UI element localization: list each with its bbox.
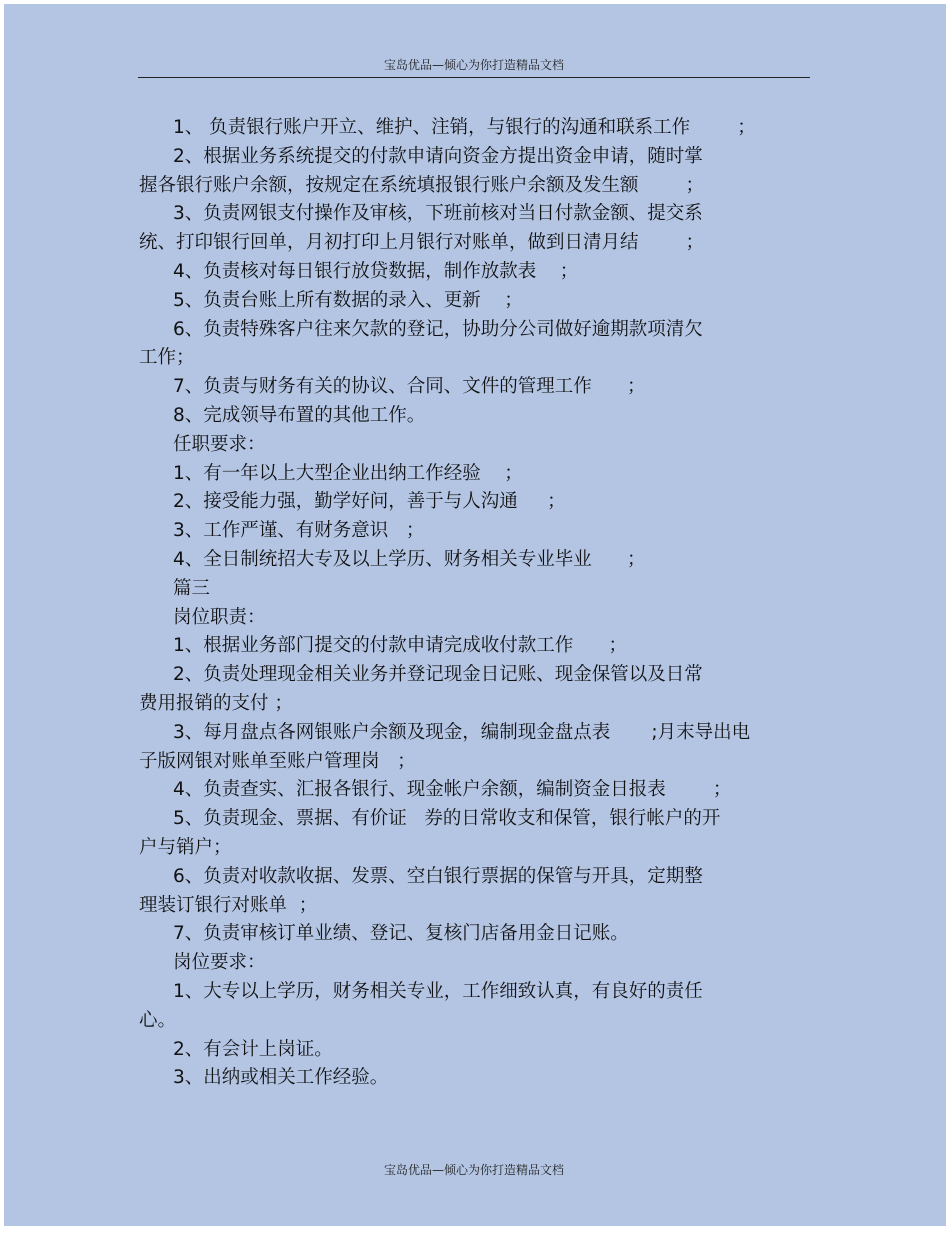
text-line: 7、负责与财务有关的协议、合同、文件的管理工作 ；	[173, 376, 646, 398]
text-line: 理装订银行对账单 ；	[139, 894, 318, 916]
text-line: 岗位职责：	[173, 606, 266, 628]
text-line: 6、负责对收款收据、发票、空白银行票据的保管与开具，定期整	[173, 865, 703, 887]
text-line: 1、根据业务部门提交的付款申请完成收付款工作 ；	[173, 635, 628, 657]
text-line: 1、有一年以上大型企业出纳工作经验 ；	[173, 462, 523, 484]
text-line: 1、 负责银行账户开立、维护、注销，与银行的沟通和联系工作 ；	[173, 117, 756, 138]
text-line: 篇三	[173, 577, 211, 599]
text-line: 工作；	[139, 347, 195, 369]
text-line: 任职要求：	[173, 433, 266, 455]
text-line: 4、负责查实、汇报各银行、现金帐户余额，编制资金日报表 ；	[173, 779, 732, 801]
document-body	[139, 114, 799, 1093]
text-line: 4、全日制统招大专及以上学历、财务相关专业毕业 ；	[173, 548, 646, 570]
text-line: 1、大专以上学历，财务相关专业，工作细致认真，有良好的责任	[173, 980, 703, 1002]
text-line: 费用报销的支付 ；	[139, 692, 293, 714]
text-line: 8、完成领导布置的其他工作。	[173, 404, 426, 426]
text-line: 5、负责台账上所有数据的录入、更新 ；	[173, 289, 523, 311]
text-line: 4、负责核对每日银行放贷数据，制作放款表 ；	[173, 260, 579, 282]
text-line: 岗位要求：	[173, 952, 266, 974]
text-line: 6、负责特殊客户往来欠款的登记，协助分公司做好逾期款项清欠	[173, 318, 703, 340]
text-line: 心。	[139, 1009, 177, 1031]
page-header: 宝岛优品—倾心为你打造精品文档	[138, 56, 810, 78]
text-line: 握各银行账户余额，按规定在系统填报银行账户余额及发生额 ；	[139, 174, 705, 196]
document-page	[4, 4, 946, 1226]
page-footer: 宝岛优品—倾心为你打造精品文档	[383, 1163, 564, 1177]
text-line: 统、打印银行回单，月初打印上月银行对账单，做到日清月结 ；	[139, 232, 705, 254]
text-line: 子版网银对账单至账户管理岗 ；	[139, 750, 416, 772]
text-line: 2、有会计上岗证。	[173, 1038, 333, 1060]
text-line: 7、负责审核订单业绩、登记、复核门店备用金日记账。	[173, 923, 629, 945]
text-line: 2、根据业务系统提交的付款申请向资金方提出资金申请，随时掌	[173, 145, 703, 167]
text-line: 2、接受能力强，勤学好问，善于与人沟通 ；	[173, 491, 566, 513]
text-line: 户与销户；	[139, 836, 232, 858]
text-line: 3、出纳或相关工作经验。	[173, 1067, 389, 1089]
text-line: 3、工作严谨、有财务意识 ；	[173, 520, 425, 542]
text-line: 2、负责处理现金相关业务并登记现金日记账、现金保管以及日常	[173, 664, 703, 686]
text-line: 5、负责现金、票据、有价证 券的日常收支和保管，银行帐户的开	[173, 808, 721, 830]
text-line: 3、每月盘点各网银账户余额及现金，编制现金盘点表 ;月末导出电	[173, 721, 751, 743]
text-line: 3、负责网银支付操作及审核，下班前核对当日付款金额、提交系	[173, 203, 703, 225]
